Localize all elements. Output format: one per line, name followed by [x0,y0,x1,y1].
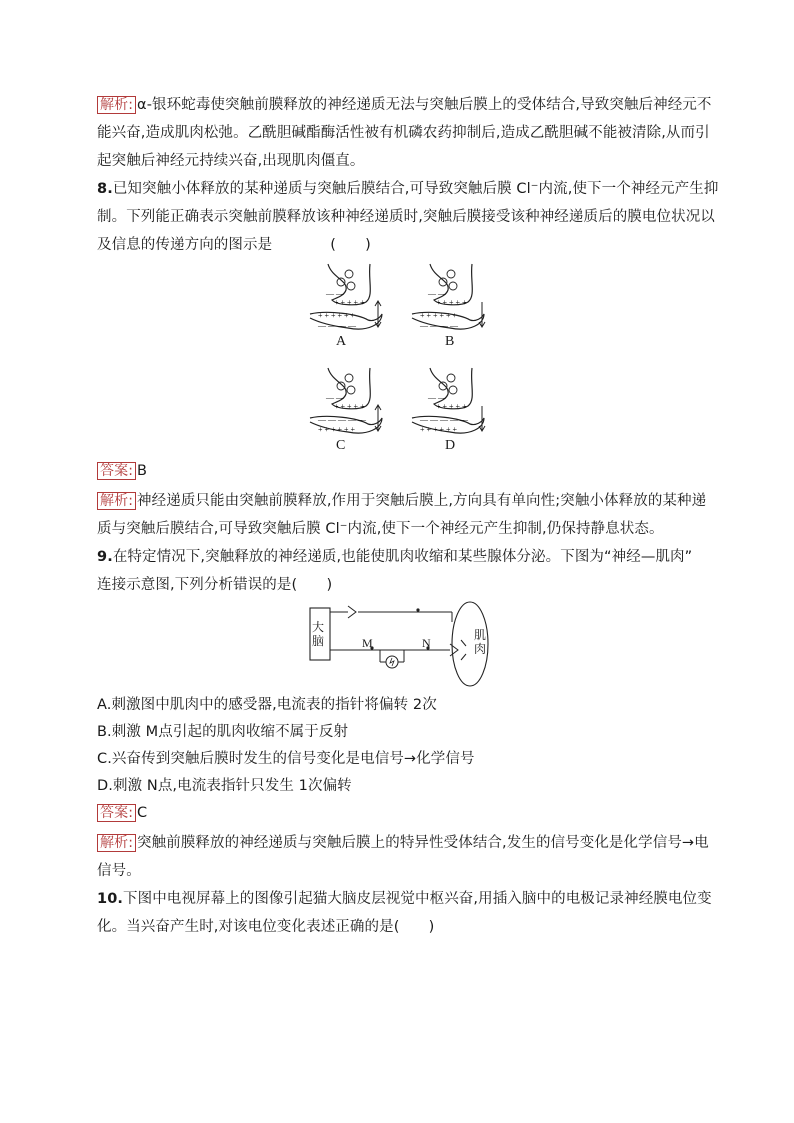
answer-tag: 答案: [97,462,136,480]
svg-text:+ + + + +: + + + + + [334,298,365,307]
svg-text:— —: — — [326,289,344,298]
brain-label: 大脑 [312,620,325,648]
svg-text:+ + + + + +: + + + + + + [318,311,356,320]
q8-stem-line-2: 制。下列能正确表示突触前膜释放该种神经递质时,突触后膜接受该种神经递质后的膜电位状况以 [97,209,715,225]
diagram-a [310,264,382,330]
q8-analysis-line-1: 解析: 神经递质只能由突触前膜释放,作用于突触后膜上,方向具有单向性;突触小体释放的某种递 [97,492,706,510]
q7-analysis-line-1: 解析: α-银环蛇毒使突触前膜释放的神经递质无法与突触后膜上的受体结合,导致突触后神经元不 [97,96,712,114]
question-number: 9. [97,549,113,565]
diagram-d [412,368,485,434]
svg-text:+ + + + +: + + + + + [436,402,467,411]
option-label-c: C [336,438,346,453]
q7-analysis-line-2: 能兴奋,造成肌肉松弛。乙酰胆碱酯酶活性被有机磷农药抑制后,造成乙酰胆碱不能被清除,从而引 [97,125,710,141]
analysis-tag: 解析: [97,834,136,852]
svg-text:+ + + + + +: + + + + + + [420,425,458,434]
q9-answer-line [97,804,147,822]
synapse-diagrams-svg [300,258,500,458]
q7-analysis-line-3: 起突触后神经元持续兴奋,出现肌肉僵直。 [97,153,365,169]
analysis-tag: 解析: [97,492,136,510]
diagram-b [412,264,485,330]
q8-stem-line-3: 及信息的传递方向的图示是 ( ) [97,237,371,253]
svg-text:— — — —: — — — — [318,321,356,330]
muscle-label: 肌肉 [474,628,487,656]
q9-option-c: C.兴奋传到突触后膜时发生的信号变化是电信号→化学信号 [97,751,475,767]
answer-value: B [137,463,148,479]
option-label-d: D [445,438,456,453]
q8-synapse-figure [300,258,500,458]
q9-stem-line-1: 9.在特定情况下,突触释放的神经递质,也能使肌肉收缩和某些腺体分泌。下图为“神经—肌肉” [97,549,693,565]
q9-stem-line-2: 连接示意图,下列分析错误的是( ) [97,577,333,593]
q9-analysis-line-2: 信号。 [97,863,141,879]
svg-text:+ + + + +: + + + + + [334,402,365,411]
q9-nerve-muscle-figure [300,600,500,690]
answer-value: C [137,805,148,821]
svg-text:+ + + + + +: + + + + + + [420,311,458,320]
svg-text:— —: — — [326,393,344,402]
q9-option-b: B.刺激 M点引起的肌肉收缩不属于反射 [97,724,349,740]
q10-stem-line-2: 化。当兴奋产生时,对该电位变化表述正确的是( ) [97,919,435,935]
diagram-c [310,368,382,434]
q9-option-d: D.刺激 N点,电流表指针只发生 1次偏转 [97,778,352,794]
q8-analysis-line-2: 质与突触后膜结合,可导致突触后膜 Cl⁻内流,使下一个神经元产生抑制,仍保持静息状态。 [97,521,664,537]
answer-blank: ( ) [330,237,371,253]
q9-analysis-line-1: 解析: 突触前膜释放的神经递质与突触后膜上的特异性受体结合,发生的信号变化是化学信号→电 [97,834,709,852]
analysis-tag: 解析: [97,96,136,114]
svg-text:+ + + + + +: + + + + + + [318,425,356,434]
q8-answer-line [97,462,147,480]
svg-text:— —: — — [428,289,446,298]
option-label-b: B [445,334,455,349]
option-label-a: A [336,334,347,349]
svg-text:— — — —: — — — — [420,321,458,330]
answer-tag: 答案: [97,804,136,822]
svg-text:— —: — — [428,393,446,402]
svg-text:— — — — —: — — — — — [318,415,366,424]
q8-stem-line-1: 8.已知突触小体释放的某种递质与突触后膜结合,可导致突触后膜 Cl⁻内流,使下一个神经元产生抑 [97,181,719,197]
q10-stem-line-1: 10.下图中电视屏幕上的图像引起猫大脑皮层视觉中枢兴奋,用插入脑中的电极记录神经膜电位变 [97,891,712,907]
question-number: 10. [97,891,123,907]
point-n-label: N [422,636,431,650]
q9-option-a: A.刺激图中肌肉中的感受器,电流表的指针将偏转 2次 [97,697,437,713]
point-m-label: M [362,636,373,650]
question-number: 8. [97,181,113,197]
svg-text:+ + + + +: + + + + + [436,298,467,307]
svg-text:— — — — —: — — — — — [420,415,468,424]
